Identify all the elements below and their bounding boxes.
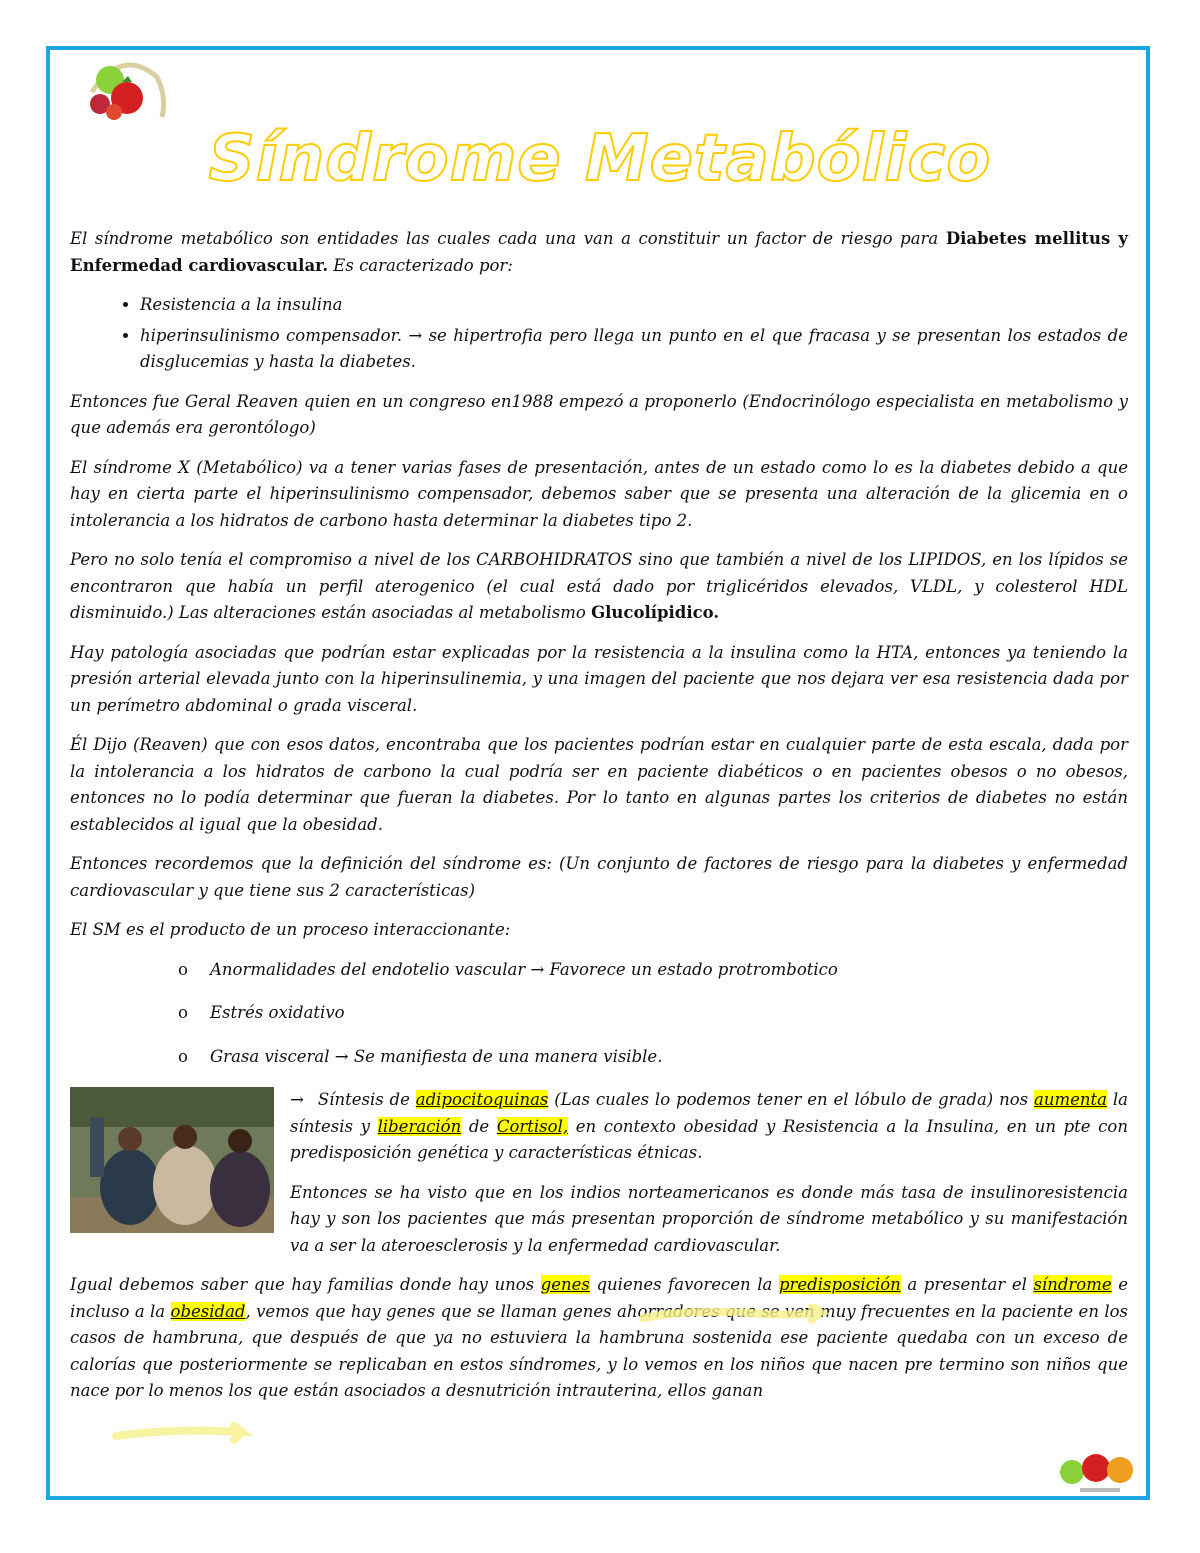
document-body — [70, 226, 1128, 1418]
circle-bullet-icon: o — [178, 959, 188, 979]
paragraph-sintesis: → Síntesis de adipocitoquinas (Las cuales lo podemos tener en el lóbulo de grada) nos aumenta la síntesis y liberación de Cortisol, en contexto obesidad y Resistencia a la Insulina, en un pte con predisposición genética y características étnicas. — [70, 1087, 1128, 1167]
circle-bullet-icon: o — [178, 1046, 188, 1066]
fruit-logo-icon — [72, 52, 172, 130]
bullet-list — [70, 292, 1128, 376]
fruit-logo-icon — [1050, 1440, 1142, 1498]
arrow-icon: → — [290, 1090, 304, 1109]
paragraph-genes: Igual debemos saber que hay familias donde hay unos genes quienes favorecen la predisposición a presentar el síndrome e incluso a la obesidad, vemos que hay genes que se llaman genes ahorradores que se ven muy frecuentes en la paciente en los casos de hambruna, que después de que ya no estuviera la hambruna sostenida ese paciente quedaba con un exceso de calorías que posteriormente se replicaban en estos síndromes, y lo vemos en los niños que nacen pre termino son niños que nace por lo menos los que están asociados a desnutrición intrauterina, ellos ganan — [70, 1275, 1128, 1400]
paragraph-lipidos: Pero no solo tenía el compromiso a nivel de los CARBOHIDRATOS sino que también a nivel de los LIPIDOS, en los lípidos se encontraron que había un perfil aterogenico (el cual está dado por triglicéridos elevados, VLDL, y colesterol HDL disminuido.) Las alteraciones están asociadas al metabolismo Glucolípidico. — [70, 550, 1128, 622]
list-item: o Grasa visceral → Se manifiesta de una manera visible. — [178, 1044, 1128, 1071]
list-item: • Resistencia a la insulina — [140, 292, 1128, 319]
page-title: Síndrome Metabólico — [208, 122, 992, 196]
list-item: • hiperinsulinismo compensador. → se hipertrofia pero llega un punto en el que fracasa y se presentan los estados de disglucemias y hasta la diabetes. — [140, 323, 1128, 376]
paragraph-hta: Hay patología asociadas que podrían estar explicadas por la resistencia a la insulina como la HTA, entonces ya teniendo la presión arterial elevada junto con la hiperinsulinemia, y una imagen del paciente que nos dejara ver esa resistencia dada por un perímetro abdominal o grada visceral. — [70, 642, 1128, 715]
paragraph-reaven: Entonces fue Geral Reaven quien en un congreso en1988 empezó a proponerlo (Endocrinólogo especialista en metabolismo y que además era gerontólogo) — [70, 391, 1128, 437]
paragraph-definicion: Entonces recordemos que la definición del síndrome es: (Un conjunto de factores de riesgo para la diabetes y enfermedad cardiovascular y que tiene sus 2 características) — [70, 854, 1128, 900]
paragraph-dijo: Él Dijo (Reaven) que con esos datos, encontraba que los pacientes podrían estar en cualquier parte de esta escala, dada por la intolerancia a los hidratos de carbono la cual podría ser en paciente diabéticos o en pacientes obesos o no obesos, entonces no lo podía determinar que fueran la diabetes. Por lo tanto en algunas partes los criterios de diabetes no están establecidos al igual que la obesidad. — [70, 735, 1128, 834]
people-photo — [70, 1087, 274, 1233]
list-item: o Estrés oxidativo — [178, 1000, 1128, 1027]
handwritten-highlight-mark — [640, 1304, 830, 1326]
list-item: o Anormalidades del endotelio vascular → Favorece un estado protrombotico — [178, 957, 1128, 984]
circle-list — [70, 957, 1128, 1071]
paragraph-indios: Entonces se ha visto que en los indios norteamericanos es donde más tasa de insulinoresistencia hay y son los pacientes que más presentan proporción de síndrome metabólico y su manifestación va a ser la ateroesclerosis y la enfermedad cardiovascular. — [290, 1182, 1128, 1255]
intro-paragraph: El síndrome metabólico son entidades las cuales cada una van a constituir un factor de riesgo para Diabetes mellitus y Enfermedad cardiovascular. Es caracterizado por: — [70, 229, 1128, 275]
paragraph-sindrome-x: El síndrome X (Metabólico) va a tener varias fases de presentación, antes de un estado como lo es la diabetes debido a que hay en cierta parte el hiperinsulinismo compensador, debemos saber que se presenta una alteración de la glicemia en o intolerancia a los hidratos de carbono hasta determinar la diabetes tipo 2. — [70, 457, 1128, 530]
paragraph-sm: El SM es el producto de un proceso interaccionante: — [70, 920, 511, 939]
circle-bullet-icon: o — [178, 1003, 188, 1022]
photo-text-block — [70, 1087, 1128, 1272]
handwritten-highlight-mark — [112, 1422, 252, 1444]
